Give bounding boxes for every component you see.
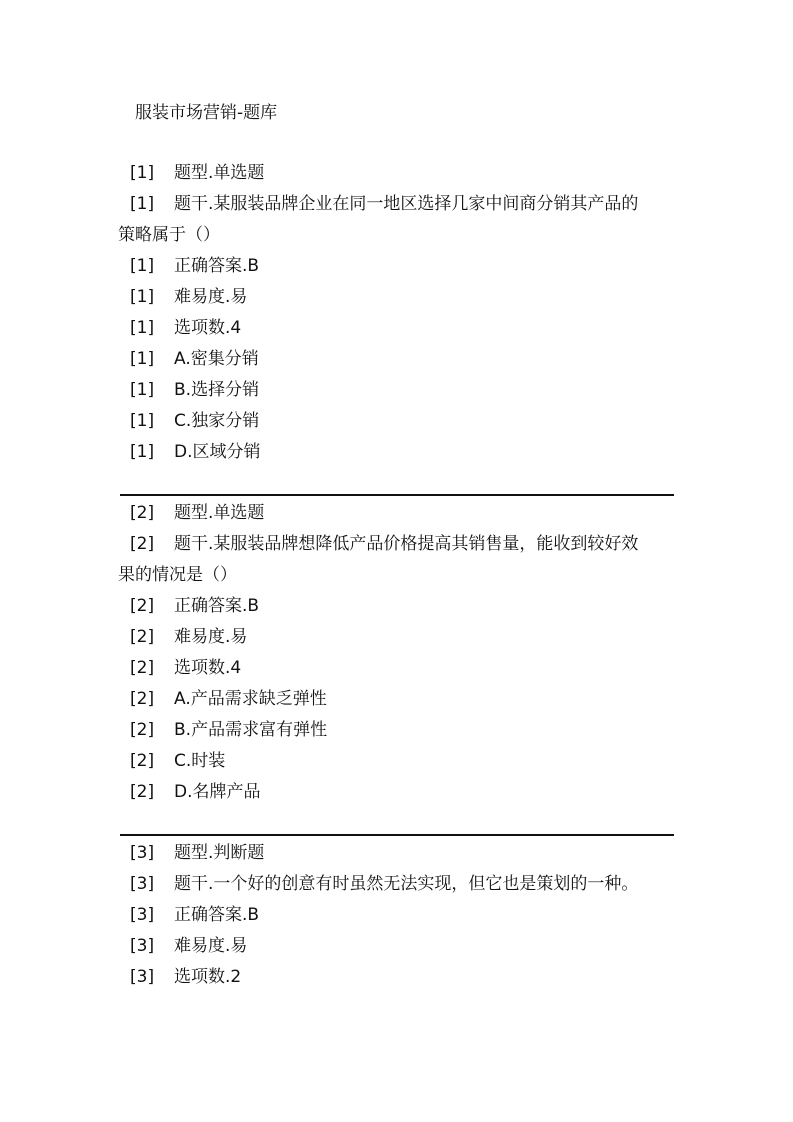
question-number: [2]: [130, 596, 155, 616]
question-number: [2]: [130, 782, 155, 802]
question-number: [2]: [130, 627, 155, 647]
question-stem-text: 题干.一个好的创意有时虽然无法实现，但它也是策划的一种。: [174, 874, 639, 894]
correct-answer: 正确答案.B: [174, 256, 260, 276]
question-type: 题型.单选题: [174, 163, 265, 183]
option-c: [118, 406, 674, 437]
question-number: [3]: [130, 843, 155, 863]
question-stem-text: 题干.某服装品牌企业在同一地区选择几家中间商分销其产品的: [174, 194, 639, 214]
question-stem: [118, 869, 674, 900]
option-count-line: [118, 313, 674, 344]
option-d: [118, 777, 674, 808]
option-count: 选项数.4: [174, 318, 242, 338]
option-a: [118, 344, 674, 375]
option-d: [118, 437, 674, 468]
option-text: B.选择分销: [174, 380, 260, 400]
option-text: C.独家分销: [174, 411, 260, 431]
question-stem: [118, 189, 674, 251]
question-1: [118, 158, 674, 468]
question-type: 题型.单选题: [174, 503, 265, 523]
question-type: 题型.判断题: [174, 843, 265, 863]
difficulty: 难易度.易: [174, 936, 248, 956]
question-divider: [120, 834, 674, 836]
question-number: [3]: [130, 936, 155, 956]
option-count-line: [118, 962, 674, 993]
option-count-line: [118, 653, 674, 684]
option-text: D.区域分销: [174, 442, 261, 462]
answer-line: [118, 591, 674, 622]
option-text: A.密集分销: [174, 349, 259, 369]
answer-line: [118, 251, 674, 282]
question-number: [1]: [130, 442, 155, 462]
question-number: [1]: [130, 194, 155, 214]
question-number: [1]: [130, 349, 155, 369]
question-number: [2]: [130, 534, 155, 554]
option-b: [118, 375, 674, 406]
difficulty-line: [118, 282, 674, 313]
difficulty: 难易度.易: [174, 627, 248, 647]
question-number: [2]: [130, 689, 155, 709]
question-number: [1]: [130, 411, 155, 431]
answer-line: [118, 900, 674, 931]
option-count: 选项数.4: [174, 658, 242, 678]
question-type-line: [118, 498, 674, 529]
question-number: [2]: [130, 720, 155, 740]
difficulty: 难易度.易: [174, 287, 248, 307]
question-3: [118, 838, 674, 993]
question-number: [1]: [130, 163, 155, 183]
correct-answer: 正确答案.B: [174, 596, 260, 616]
question-2: [118, 498, 674, 808]
question-number: [3]: [130, 905, 155, 925]
question-number: [2]: [130, 503, 155, 523]
option-count: 选项数.2: [174, 967, 242, 987]
question-divider: [120, 494, 674, 496]
option-text: D.名牌产品: [174, 782, 261, 802]
question-stem-continuation: 策略属于（）: [118, 225, 220, 245]
question-type-line: [118, 158, 674, 189]
question-number: [2]: [130, 751, 155, 771]
difficulty-line: [118, 931, 674, 962]
question-number: [3]: [130, 874, 155, 894]
option-c: [118, 746, 674, 777]
option-a: [118, 684, 674, 715]
question-number: [1]: [130, 256, 155, 276]
question-number: [1]: [130, 318, 155, 338]
question-number: [1]: [130, 287, 155, 307]
option-text: A.产品需求缺乏弹性: [174, 689, 327, 709]
question-number: [3]: [130, 967, 155, 987]
question-stem-text: 题干.某服装品牌想降低产品价格提高其销售量，能收到较好效: [174, 534, 639, 554]
document-title: 服装市场营销-题库: [135, 103, 278, 123]
question-number: [1]: [130, 380, 155, 400]
question-number: [2]: [130, 658, 155, 678]
question-stem: [118, 529, 674, 591]
question-type-line: [118, 838, 674, 869]
option-text: B.产品需求富有弹性: [174, 720, 328, 740]
correct-answer: 正确答案.B: [174, 905, 260, 925]
option-text: C.时装: [174, 751, 226, 771]
option-b: [118, 715, 674, 746]
question-stem-continuation: 果的情况是（）: [118, 565, 237, 585]
difficulty-line: [118, 622, 674, 653]
